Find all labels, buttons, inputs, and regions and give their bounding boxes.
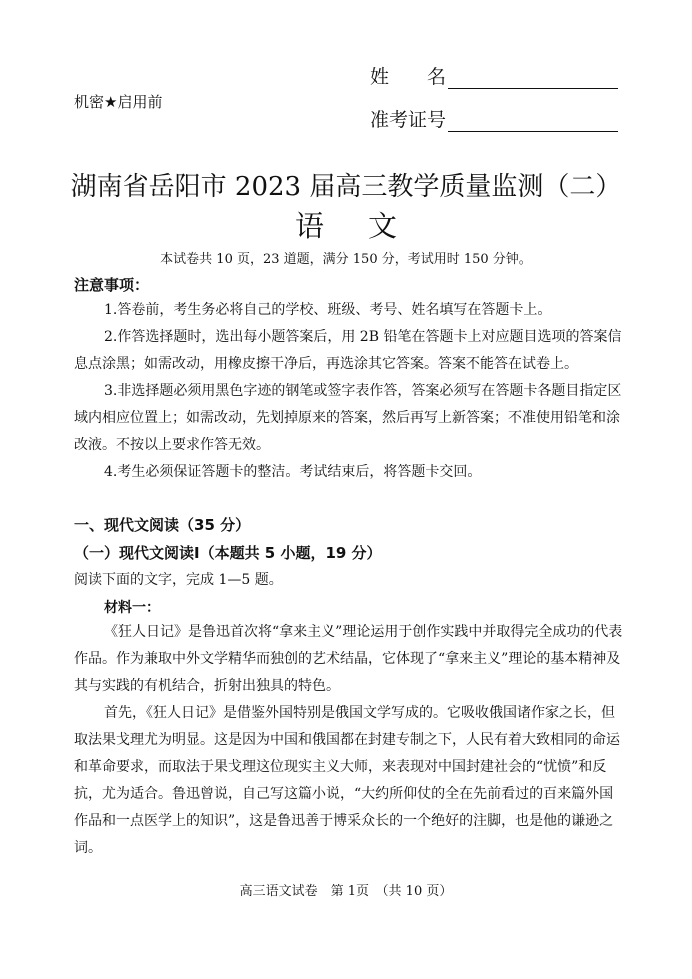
material-paragraph: 《狂人日记》是鲁迅首次将“拿来主义”理论运用于创作实践中并取得完全成功的代表作品。作为兼取中外文学精华而独创的艺术结晶，它体现了“拿来主义”理论的基本精神及其与实践的有机结合，折射出独具的特色。 — [74, 624, 623, 694]
page-footer: 高三语文试卷 第 1页 （共 10 页） — [239, 884, 453, 899]
note-item: 2.作答选择题时，选出每小题答案后，用 2B 铅笔在答题卡上对应题目选项的答案信息点涂黑；如需改动，用橡皮擦干净后，再选涂其它答案。答案不能答在试卷上。 — [74, 329, 622, 372]
material-label: 材料一： — [104, 600, 160, 616]
exam-number-underline[interactable] — [448, 112, 618, 132]
note-item: 4.考生必须保证答题卡的整洁。考试结束后，将答题卡交回。 — [104, 464, 482, 480]
subject-title: 语文 — [294, 209, 441, 243]
subsection-heading: （一）现代文阅读I（本题共 5 小题，19 分） — [74, 544, 382, 562]
name-label: 姓 名 — [370, 66, 447, 88]
reading-instruction: 阅读下面的文字，完成 1—5 题。 — [74, 572, 283, 588]
name-underline[interactable] — [448, 69, 618, 89]
exam-info: 本试卷共 10 页，23 道题，满分 150 分，考试用时 150 分钟。 — [160, 252, 532, 267]
exam-title: 湖南省岳阳市 2023 届高三教学质量监测（二） — [70, 172, 622, 202]
notes-heading: 注意事项： — [74, 276, 150, 294]
confidential-label: 机密★启用前 — [74, 93, 163, 111]
section-heading: 一、现代文阅读（35 分） — [74, 516, 251, 534]
exam-number-field-row — [370, 105, 618, 132]
name-field-row — [370, 62, 618, 89]
material-paragraph: 首先，《狂人日记》是借鉴外国特别是俄国文学写成的。它吸收俄国诸作家之长，但取法果戈理尤为明显。这是因为中国和俄国都在封建专制之下，人民有着大致相同的命运和革命要求，而取法于果戈理这位现实主义大师，来表现对中国封建社会的“忧愤”和反抗，尤为适合。鲁迅曾说，自己写这篇小说，“大约所仰仗的全在先前看过的百来篇外国作品和一点医学上的知识”，这是鲁迅善于博采众长的一个绝好的注脚，也是他的谦逊之词。 — [74, 705, 620, 856]
exam-number-label: 准考证号 — [370, 109, 447, 131]
note-item: 1.答卷前，考生务必将自己的学校、班级、考号、姓名填写在答题卡上。 — [104, 302, 552, 318]
note-item: 3.非选择题必须用黑色字迹的钢笔或签字表作答，答案必须写在答题卡各题目指定区域内相应位置上；如需改动，先划掉原来的答案，然后再写上新答案；不准使用铅笔和涂改液。不按以上要求作答无效。 — [74, 383, 622, 453]
